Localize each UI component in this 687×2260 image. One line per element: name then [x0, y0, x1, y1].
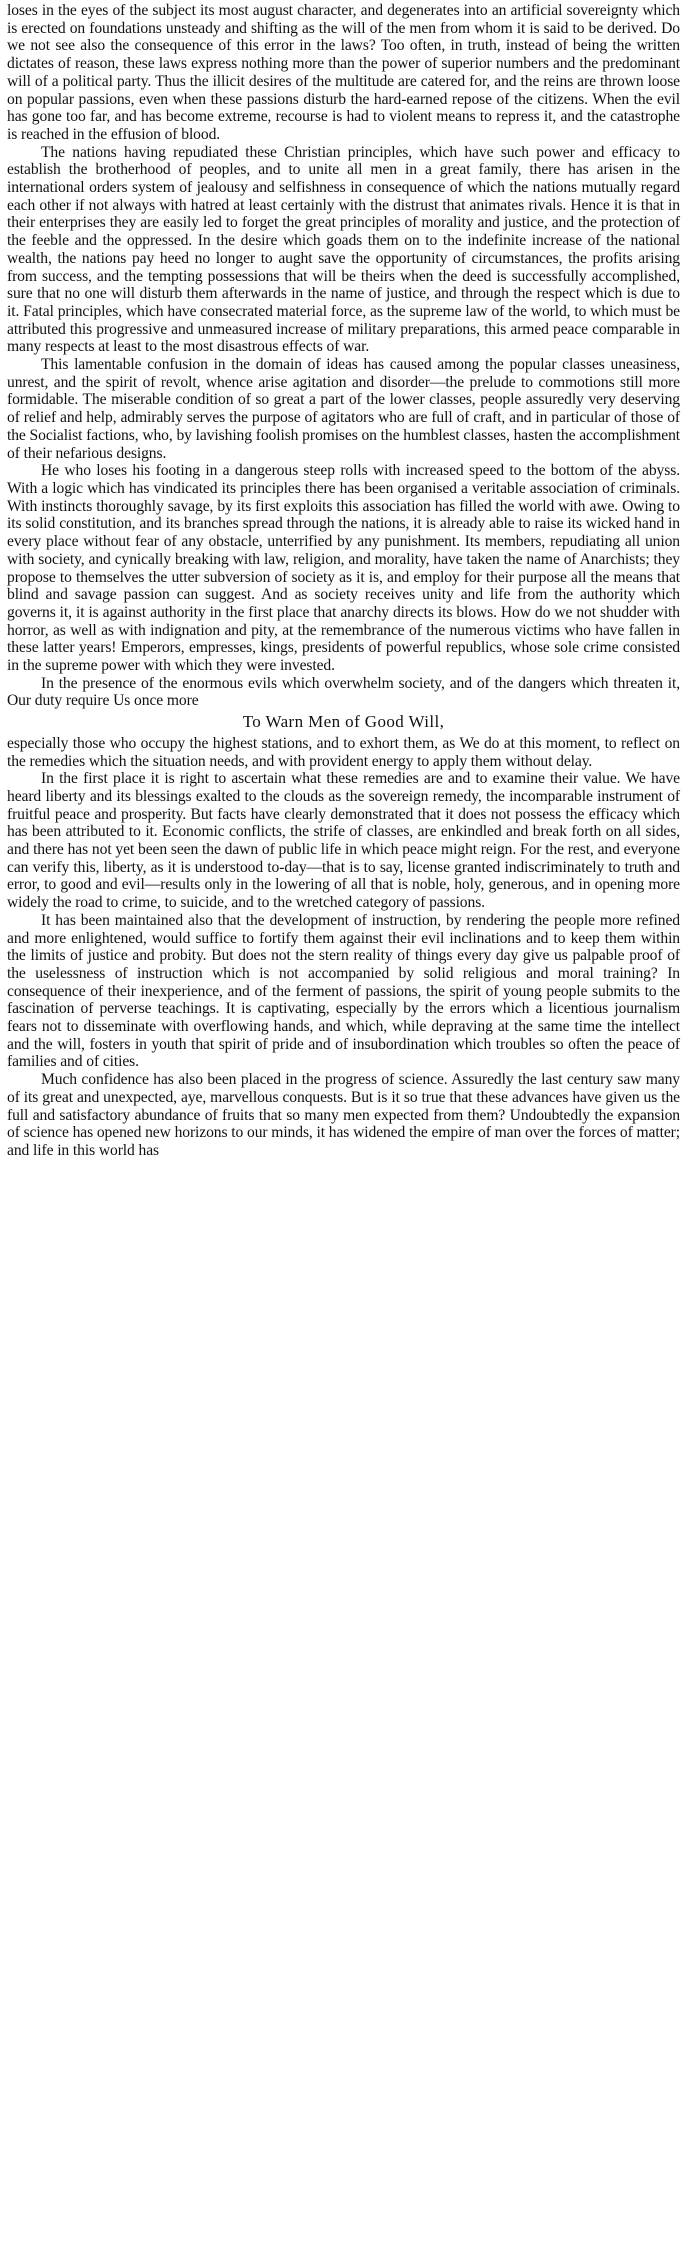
paragraph-science: Much confidence has also been placed in the progress of science. Assuredly the last century saw many of its great and unexpected, aye, marvellous conquests. But is it so true that these advances have given us the full and satisfactory abundance of fruits that so many men expected from them? Undoubtedly the expansion of science has opened new horizons to our minds, it has widened the empire of man over the forces of matter; and life in this world has [7, 1071, 680, 1159]
paragraph-continuation: loses in the eyes of the subject its most august character, and degenerates into an artificial sovereignty which is erected on foundations unsteady and shifting as the will of the men from whom it is said to be derived. Do we not see also the consequence of this error in the laws? Too often, in truth, instead of being the written dictates of reason, these laws express nothing more than the power of superior numbers and the predominant will of a political party. Thus the illicit desires of the multitude are catered for, and the reins are thrown loose on popular passions, even when these passions disturb the hard-earned repose of the citizens. When the evil has gone too far, and has become extreme, recourse is had to violent means to repress it, and the catastrophe is reached in the effusion of blood. [7, 2, 680, 143]
article-body [7, 2, 680, 1160]
paragraph-liberty: In the first place it is right to ascertain what these remedies are and to examine their value. We have heard liberty and its blessings exalted to the clouds as the sovereign remedy, the incomparable instrument of fruitful peace and prosperity. But facts have clearly demonstrated that it does not possess the efficacy which has been attributed to it. Economic conflicts, the strife of classes, are enkindled and break forth on all sides, and there has not yet been seen the dawn of public life in which peace might reign. For the rest, and everyone can verify this, liberty, as it is understood to-day—that is to say, license granted indiscriminately to truth and error, to good and evil—results only in the lowering of all that is noble, holy, generous, and in opening more widely the road to crime, to suicide, and to the wretched category of passions. [7, 770, 680, 912]
paragraph-presence-of-evils: In the presence of the enormous evils which overwhelm society, and of the dangers which threaten it, Our duty require Us once more [7, 674, 680, 710]
paragraph-especially: especially those who occupy the highest stations, and to exhort them, as We do at this moment, to reflect on the remedies which the situation needs, and with provident energy to apply them without delay. [7, 734, 680, 770]
paragraph-confusion: This lamentable confusion in the domain of ideas has caused among the popular classes uneasiness, unrest, and the spirit of revolt, whence arise agitation and disorder—the prelude to commotions still more formidable. The miserable condition of so great a part of the lower classes, people assuredly very deserving of relief and help, admirably serves the purpose of agitators who are full of craft, and in particular of those of the Socialist factions, who, by lavishing foolish promises on the humblest classes, hasten the accomplishment of their nefarious designs. [7, 356, 680, 462]
section-heading: To Warn Men of Good Will, [242, 712, 445, 732]
paragraph-instruction: It has been maintained also that the development of instruction, by rendering the people more refined and more enlightened, would suffice to fortify them against their evil inclinations and to keep them within the limits of justice and probity. But does not the stern reality of things every day give us palpable proof of the uselessness of instruction which is not accompanied by solid religious and moral training? In consequence of their inexperience, and of the ferment of passions, the spirit of young people submits to the fascination of perverse teachings. It is captivating, especially by the errors which a licentious journalism fears not to disseminate with overflowing hands, and which, while depraving at the same time the intellect and the will, fosters in youth that spirit of pride and of insubordination which troubles so often the peace of families and of cities. [7, 911, 680, 1071]
paragraph-nations: The nations having repudiated these Christian principles, which have such power and efficacy to establish the brotherhood of peoples, and to unite all men in a great family, there has arisen in the international orders system of jealousy and selfishness in consequence of which the nations mutually regard each other if not always with hatred at least certainly with the distrust that animates rivals. Hence it is that in their enterprises they are easily led to forget the great principles of morality and justice, and the protection of the feeble and the oppressed. In the desire which goads them on to the indefinite increase of the national wealth, the nations pay heed no longer to aught save the opportunity of circumstances, the profits arising from success, and the tempting possessions that will be theirs when the deed is successfully accomplished, sure that no one will disturb them afterwards in the name of justice, and through the respect which is due to it. Fatal principles, which have consecrated material force, as the supreme law of the world, to which must be attributed this progressive and unmeasured increase of military preparations, this armed peace comparable in many respects at least to the most disastrous effects of war. [7, 143, 680, 356]
paragraph-anarchists: He who loses his footing in a dangerous steep rolls with increased speed to the bottom of the abyss. With a logic which has vindicated its principles there has been organised a veritable association of criminals. With instincts thoroughly savage, by its first exploits this association has filled the world with awe. Owing to its solid constitution, and its branches spread through the nations, it is already able to raise its wicked hand in every place without fear of any obstacle, unterrified by any punishment. Its members, repudiating all union with society, and cynically breaking with law, religion, and morality, have taken the name of Anarchists; they propose to themselves the utter subversion of society as it is, and employ for their purpose all the means that blind and savage passion can suggest. And as society receives unity and life from the authority which governs it, it is against authority in the first place that anarchy directs its blows. How do we not shudder with horror, as well as with indignation and pity, at the remembrance of the numerous victims who have fallen in these latter years! Emperors, empresses, kings, presidents of powerful republics, whose sole crime consisted in the supreme power with which they were invested. [7, 462, 680, 675]
